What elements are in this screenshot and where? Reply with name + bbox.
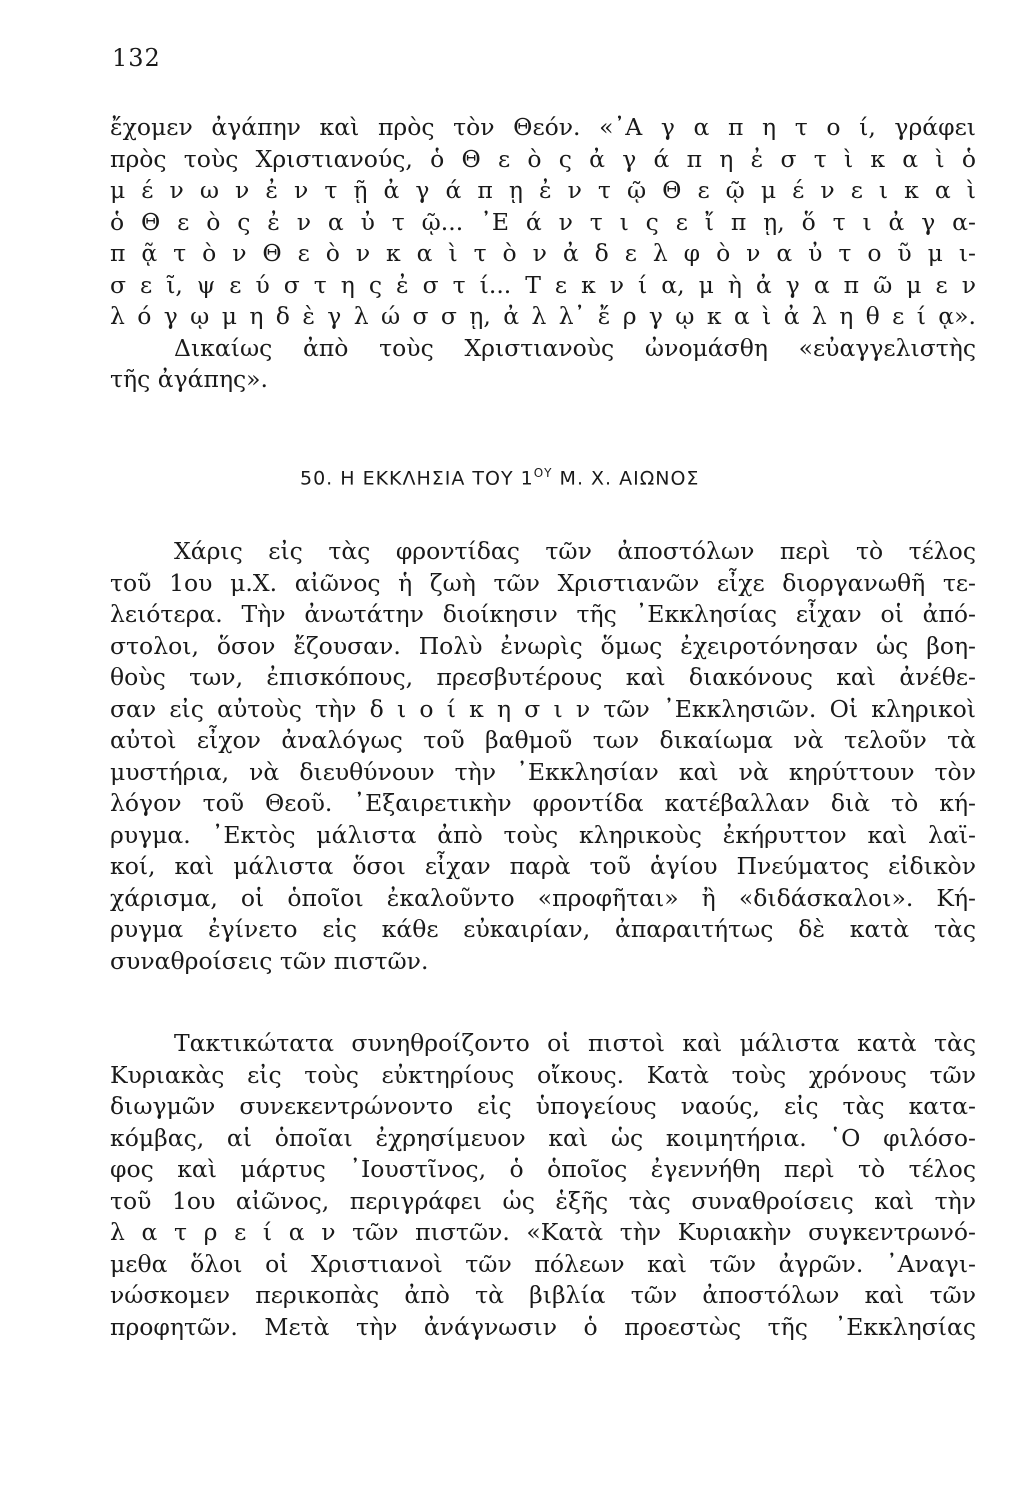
text-line: λ ό γ ῳ μ η δ ὲ γ λ ώ σ σ ῃ, ἀ λ λ᾽ ἔ ρ γ ῳ κ α ὶ ἀ λ η θ ε ί ᾳ». xyxy=(110,302,976,330)
paragraph-worship-gatherings xyxy=(110,1028,976,1343)
text-line: Χάρις εἰς τὰς φροντίδας τῶν ἀποστόλων περὶ τὸ τέλος xyxy=(174,537,976,565)
heading-suffix: Μ. Χ. ΑΙΩΝΟΣ xyxy=(552,467,700,490)
text-line: λόγον τοῦ Θεοῦ. ᾽Εξαιρετικὴν φροντίδα κατέβαλλαν διὰ τὸ κή- xyxy=(110,789,976,817)
text-line: ἔχομεν ἀγάπην καὶ πρὸς τὸν Θεόν. «᾽Α γ α π η τ ο ί, γράφει xyxy=(110,113,976,141)
heading-prefix: 50. Η ΕΚΚΛΗΣΙΑ ΤΟΥ 1 xyxy=(300,467,534,490)
text-line: ὁ Θ ε ὸ ς ἐ ν α ὐ τ ῷ... ᾽Ε ά ν τ ι ς ε ἴ π ῃ, ὅ τ ι ἀ γ α- xyxy=(110,207,976,236)
paragraph-love-quote xyxy=(110,112,976,396)
text-line: λειότερα. Τὴν ἀνωτάτην διοίκησιν τῆς ᾽Εκκλησίας εἶχαν οἱ ἀπό- xyxy=(110,600,976,628)
text-line: Δικαίως ἀπὸ τοὺς Χριστιανοὺς ὠνομάσθη «εὐαγγελιστὴς xyxy=(174,333,976,362)
text-line: μυστήρια, νὰ διευθύνουν τὴν ᾽Εκκλησίαν καὶ νὰ κηρύττουν τὸν xyxy=(110,757,976,786)
paragraph-church-organization xyxy=(110,536,976,977)
text-line: λ α τ ρ ε ί α ν τῶν πιστῶν. «Κατὰ τὴν Κυριακὴν συγκεντρωνό- xyxy=(110,1218,976,1246)
text-line: συναθροίσεις τῶν πιστῶν. xyxy=(110,946,429,975)
text-line: κόμβας, αἱ ὁποῖαι ἐχρησίμευον καὶ ὡς κοιμητήρια. ῾Ο φιλόσο- xyxy=(110,1123,976,1152)
text-line: προφητῶν. Μετὰ τὴν ἀνάγνωσιν ὁ προεστὼς τῆς ᾽Εκκλησίας xyxy=(110,1312,976,1341)
heading-superscript: ΟΥ xyxy=(533,466,553,480)
text-line: ρυγμα ἐγίνετο εἰς κάθε εὐκαιρίαν, ἀπαραιτήτως δὲ κατὰ τὰς xyxy=(110,915,976,943)
text-line: αὐτοὶ εἶχον ἀναλόγως τοῦ βαθμοῦ των δικαίωμα νὰ τελοῦν τὰ xyxy=(110,726,976,754)
text-line: διωγμῶν συνεκεντρώνοντο εἰς ὑπογείους ναούς, εἰς τὰς κατα- xyxy=(110,1092,976,1120)
text-line: π ᾷ τ ὸ ν Θ ε ὸ ν κ α ὶ τ ὸ ν ἀ δ ε λ φ ὸ ν α ὐ τ ο ῦ μ ι- xyxy=(110,239,976,267)
text-line: φος καὶ μάρτυς ᾽Ιουστῖνος, ὁ ὁποῖος ἐγεννήθη περὶ τὸ τέλος xyxy=(110,1155,976,1183)
text-line: τῆς ἀγάπης». xyxy=(110,365,269,393)
text-line: σ ε ῖ, ψ ε ύ σ τ η ς ἐ σ τ ί... Τ ε κ ν ί α, μ ὴ ἀ γ α π ῶ μ ε ν xyxy=(110,270,976,299)
text-line: χάρισμα, οἱ ὁποῖοι ἐκαλοῦντο «προφῆται» ἢ «διδάσκαλοι». Κή- xyxy=(110,883,976,912)
text-line: ρυγμα. ᾽Εκτὸς μάλιστα ἀπὸ τοὺς κληρικοὺς ἐκήρυττον καὶ λαϊ- xyxy=(110,820,976,849)
text-line: θοὺς των, ἐπισκόπους, πρεσβυτέρους καὶ διακόνους καὶ ἀνέθε- xyxy=(110,663,976,691)
text-line: τοῦ 1ου μ.Χ. αἰῶνος ἡ ζωὴ τῶν Χριστιανῶν εἶχε διοργανωθῆ τε- xyxy=(110,568,976,597)
text-line: κοί, καὶ μάλιστα ὅσοι εἶχαν παρὰ τοῦ ἁγίου Πνεύματος εἰδικὸν xyxy=(110,852,976,880)
text-line: νώσκομεν περικοπὰς ἀπὸ τὰ βιβλία τῶν ἀποστόλων καὶ τῶν xyxy=(110,1281,976,1309)
text-line: Κυριακὰς εἰς τοὺς εὐκτηρίους οἴκους. Κατὰ τοὺς χρόνους τῶν xyxy=(110,1060,976,1089)
text-line: πρὸς τοὺς Χριστιανούς, ὁ Θ ε ὸ ς ἀ γ ά π η ἐ σ τ ὶ κ α ὶ ὁ xyxy=(110,144,976,173)
text-line: τοῦ 1ου αἰῶνος, περιγράφει ὡς ἑξῆς τὰς συναθροίσεις καὶ τὴν xyxy=(110,1186,976,1215)
text-line: σαν εἰς αὐτοὺς τὴν δ ι ο ί κ η σ ι ν τῶν ᾽Εκκλησιῶν. Οἱ κληρικοὶ xyxy=(110,694,976,723)
page-number: 132 xyxy=(112,44,161,72)
text-line: στολοι, ὅσον ἔζουσαν. Πολὺ ἐνωρὶς ὅμως ἐχειροτόνησαν ὡς βοη- xyxy=(110,631,976,660)
text-line: μεθα ὅλοι οἱ Χριστιανοὶ τῶν πόλεων καὶ τῶν ἀγρῶν. ᾽Αναγι- xyxy=(110,1249,976,1278)
text-line: μ έ ν ω ν ἐ ν τ ῇ ἀ γ ά π ῃ ἐ ν τ ῷ Θ ε ῷ μ έ ν ε ι κ α ὶ xyxy=(110,176,976,204)
text-line: Τακτικώτατα συνηθροίζοντο οἱ πιστοὶ καὶ μάλιστα κατὰ τὰς xyxy=(174,1029,976,1057)
section-heading xyxy=(300,466,699,489)
